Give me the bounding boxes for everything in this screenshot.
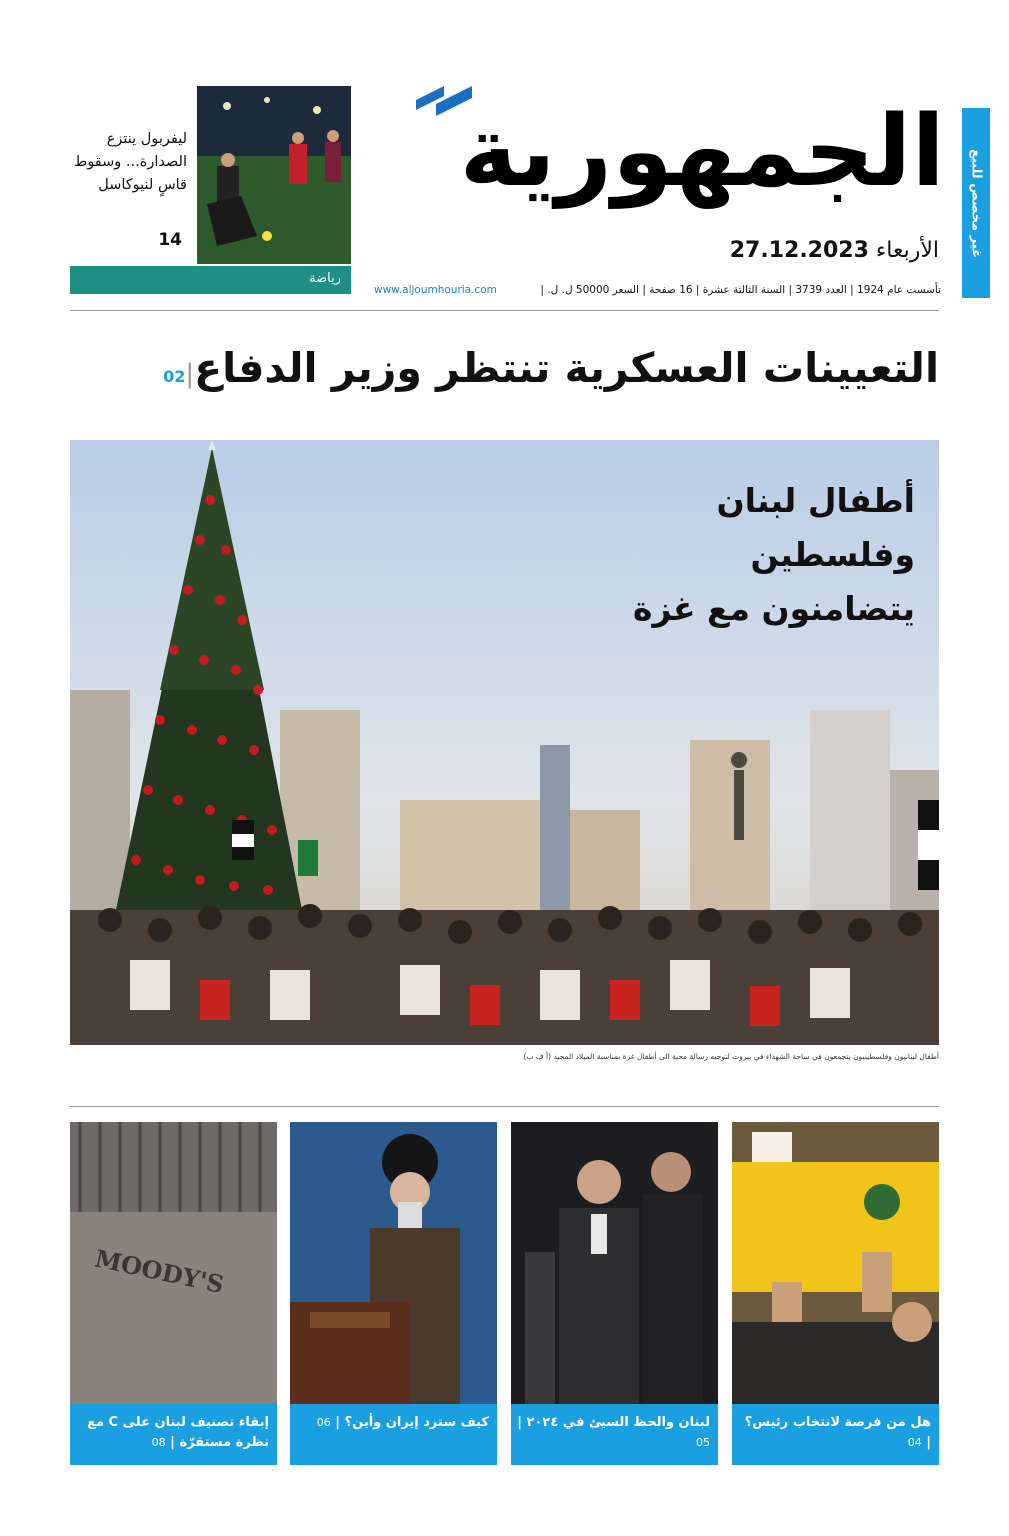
story-page-iran: 06 — [316, 1416, 331, 1429]
issue-date-value: 27.12.2023 — [729, 238, 869, 263]
website-link[interactable]: www.aljoumhouria.com — [374, 284, 497, 296]
not-for-sale-text: غير مخصص للبيع — [968, 148, 984, 258]
sports-photo[interactable] — [197, 86, 351, 264]
photo-title-line-1: أطفال لبنان — [716, 481, 915, 520]
sports-teaser[interactable]: ليفربول ينتزع الصدارة... وسقوط قاسٍ لنيوكاسل — [73, 131, 187, 193]
header-divider — [70, 310, 939, 311]
stories-divider — [70, 1106, 939, 1107]
sports-section-label: رياضة — [309, 271, 341, 286]
story-image-raisi — [290, 1122, 497, 1404]
story-title-presidency: هل من فرصة لانتخاب رئيس؟ — [744, 1415, 931, 1430]
issue-date — [730, 238, 939, 263]
main-headline[interactable] — [70, 340, 939, 405]
story-title-lebanon-luck: لبنان والحظ السيئ في ٢٠٢٤ — [526, 1415, 710, 1430]
story-caption-lebanon-luck: لبنان والحظ السيئ في ٢٠٢٤ | 05 — [511, 1404, 718, 1465]
moodys-sign-text: MOODY'S — [92, 1243, 227, 1300]
story-caption-moodys: إبقاء تصنيف لبنان على C مع نظرة مستقرّة | 08 — [70, 1404, 277, 1465]
main-headline-page: 02 — [163, 367, 186, 386]
story-title-moodys: إبقاء تصنيف لبنان على C مع نظرة مستقرّة — [87, 1415, 269, 1450]
photo-title-line-2: وفلسطين — [750, 535, 915, 574]
story-card-moodys[interactable] — [70, 1122, 277, 1465]
issue-details: تأسست عام 1924 | العدد 3739 | السنة الثالثة عشرة | 16 صفحة | السعر 50000 ل. ل. | — [540, 284, 941, 296]
photo-caption: أطفال لبنانيون وفلسطينيون يتجمعون في ساحة الشهداء في بيروت لتوجيه رسالة محبة الى أطفال غزة بمناسبة الميلاد المجيد (أ ف ب) — [523, 1052, 939, 1061]
masthead-logo[interactable] — [410, 82, 945, 232]
story-image-putin — [511, 1122, 718, 1404]
main-headline-text: التعيينات العسكرية تنتظر وزير الدفاع — [194, 344, 939, 392]
story-page-presidency: 04 — [907, 1436, 922, 1449]
story-image-moodys — [70, 1122, 277, 1404]
main-photo-title[interactable] — [633, 474, 915, 636]
story-card-lebanon-luck[interactable] — [511, 1122, 718, 1465]
newspaper-title: الجمهورية — [459, 95, 945, 209]
story-card-presidency[interactable] — [732, 1122, 939, 1465]
story-caption-presidency: هل من فرصة لانتخاب رئيس؟ | 04 — [732, 1404, 939, 1465]
football-match-image — [197, 86, 351, 264]
story-caption-iran: كيف سترد إيران وأين؟ | 06 — [290, 1404, 497, 1465]
story-page-lebanon-luck: 05 — [696, 1436, 710, 1449]
headline-separator: | — [185, 359, 195, 389]
photo-title-line-3: يتضامنون مع غزة — [632, 589, 915, 628]
sports-page-number: 14 — [158, 230, 182, 250]
issue-day: الأربعاء — [875, 238, 939, 263]
story-image-funeral — [732, 1122, 939, 1404]
story-page-moodys: 08 — [151, 1436, 166, 1449]
sports-section-bar[interactable] — [70, 266, 351, 294]
story-title-iran: كيف سترد إيران وأين؟ — [344, 1415, 489, 1430]
issue-info — [374, 284, 941, 296]
not-for-sale-badge — [962, 108, 990, 298]
story-card-iran[interactable] — [290, 1122, 497, 1465]
